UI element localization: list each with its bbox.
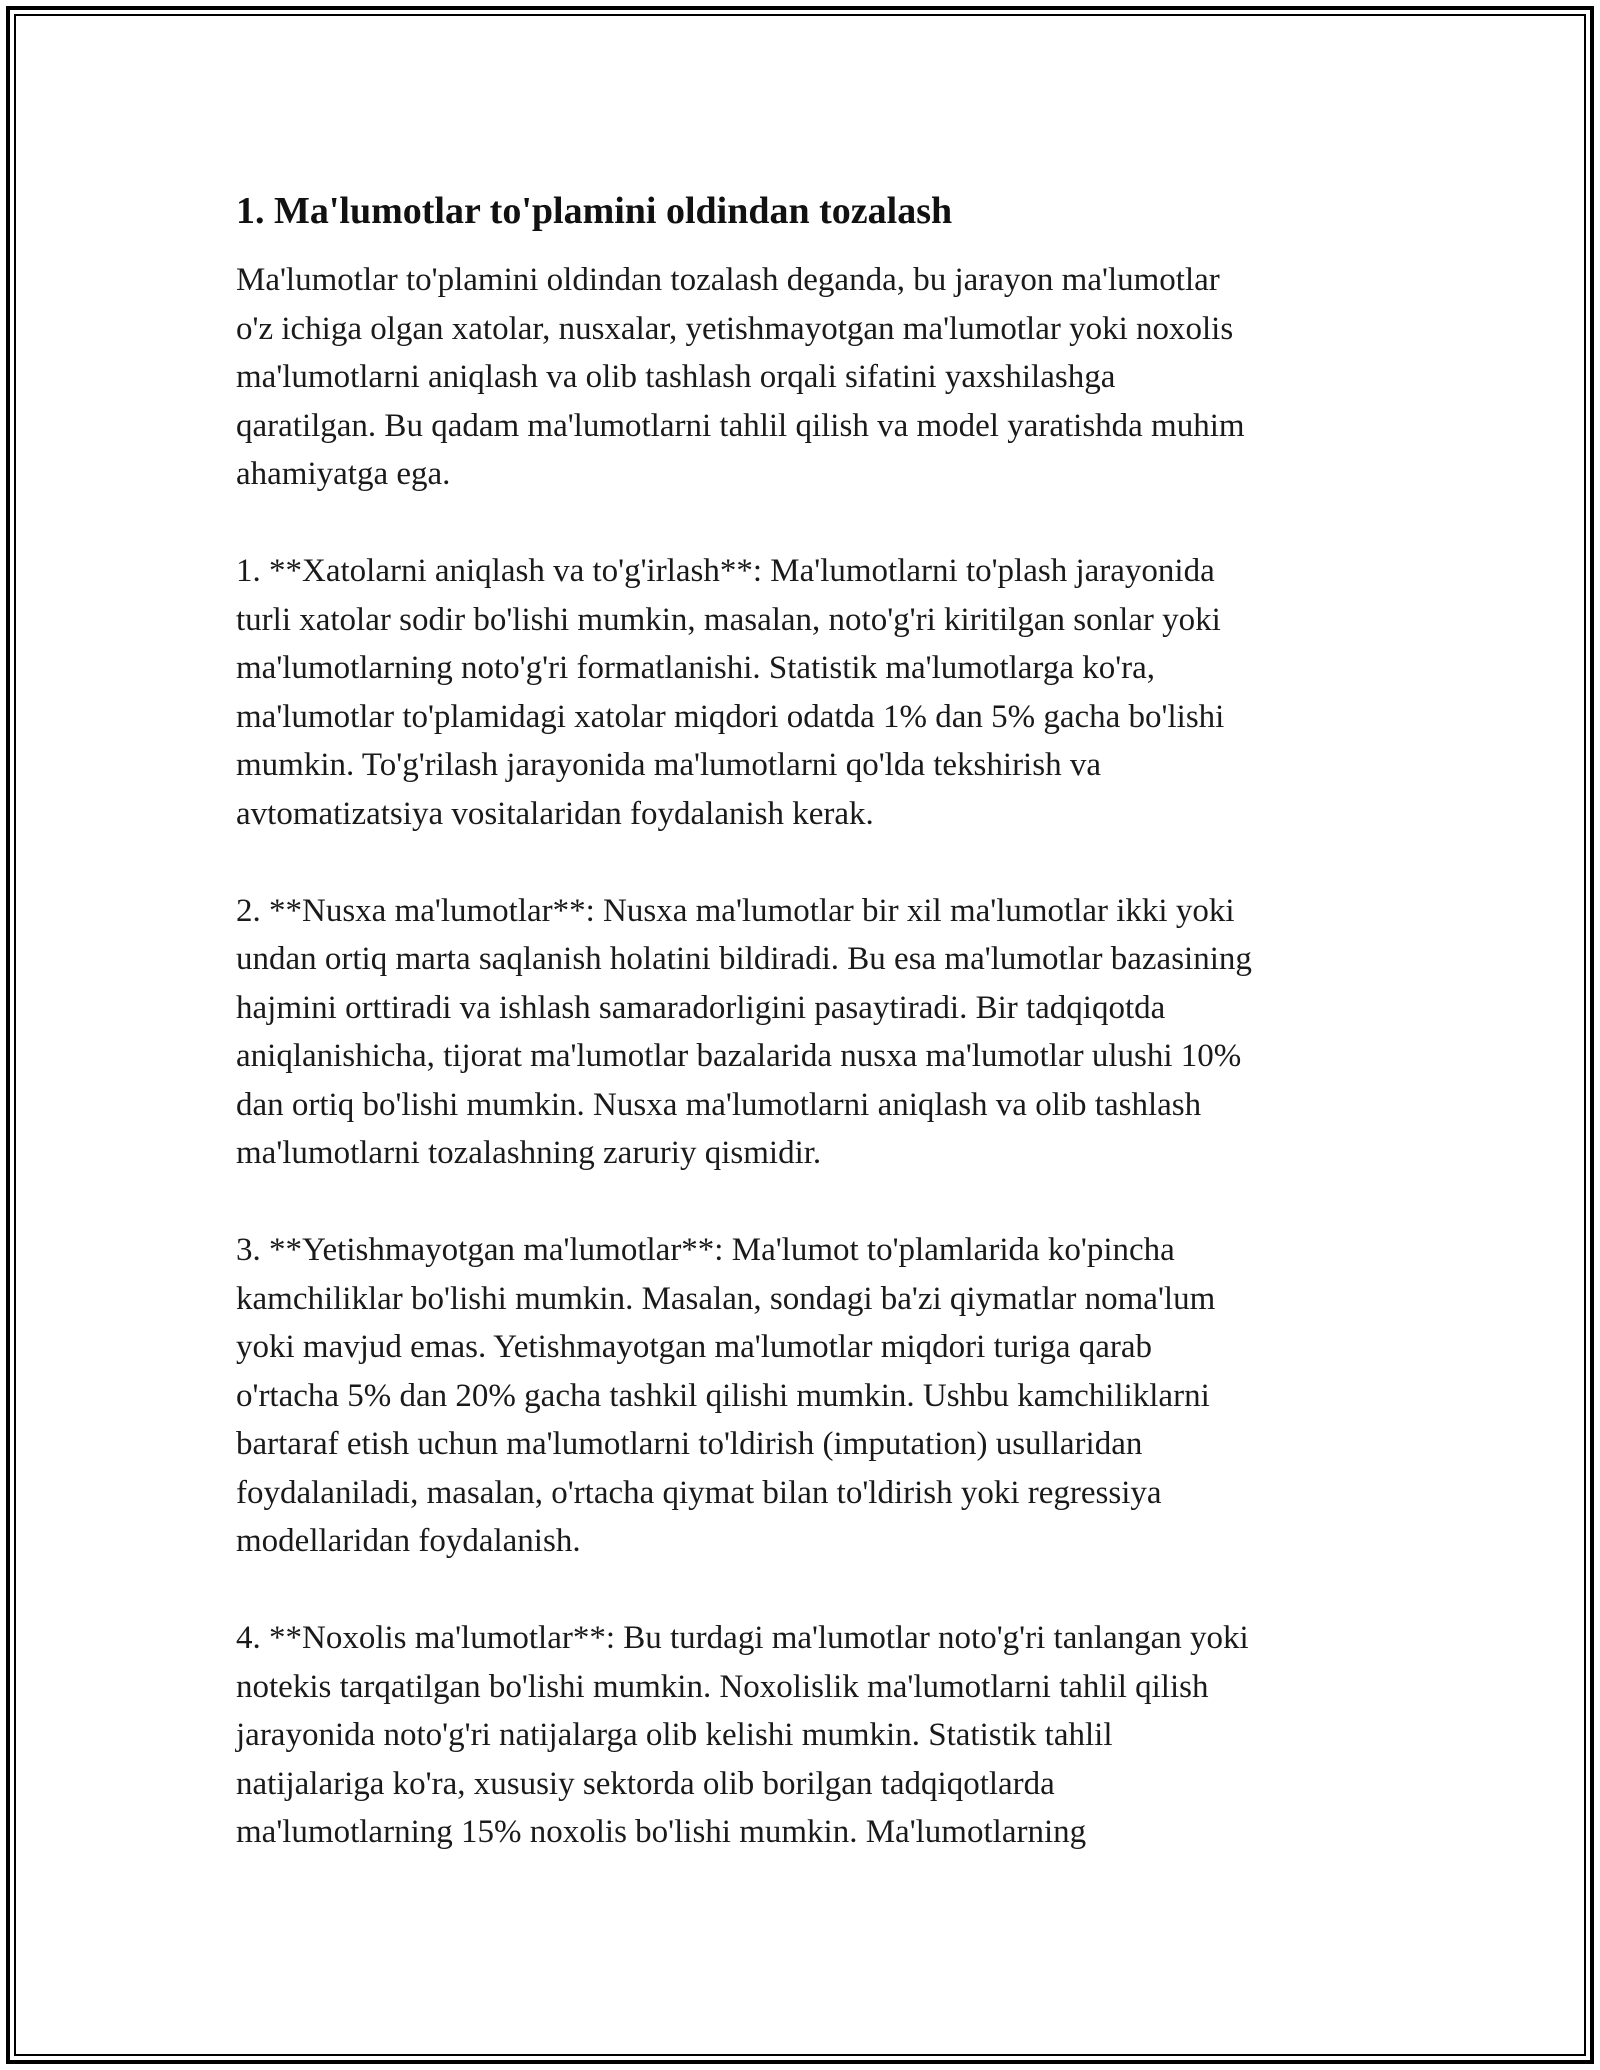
text-line: 1. **Xatolarni aniqlash va to'g'irlash**: Ma'lumotlarni to'plash jarayonida — [236, 553, 1215, 589]
text-line: turli xatolar sodir bo'lishi mumkin, masalan, noto'g'ri kiritilgan sonlar yoki — [236, 601, 1221, 638]
text-line: ma'lumotlarning noto'g'ri formatlanishi. Statistik ma'lumotlarga ko'ra, — [236, 650, 1156, 686]
text-line: ma'lumotlarni tozalashning zaruriy qismidir. — [236, 1135, 822, 1171]
text-line: 2. **Nusxa ma'lumotlar**: Nusxa ma'lumotlar bir xil ma'lumotlar ikki yoki — [236, 892, 1235, 929]
numbered-paragraph-4 — [236, 1614, 1376, 1857]
document-body — [236, 186, 1376, 1905]
text-line: o'z ichiga olgan xatolar, nusxalar, yetishmayotgan ma'lumotlar yoki noxolis — [236, 310, 1234, 347]
text-line: kamchiliklar bo'lishi mumkin. Masalan, sondagi ba'zi qiymatlar noma'lum — [236, 1280, 1216, 1317]
text-line: yoki mavjud emas. Yetishmayotgan ma'lumotlar miqdori turiga qarab — [236, 1329, 1153, 1365]
text-line: modellaridan foydalanish. — [236, 1523, 581, 1559]
text-line: o'rtacha 5% dan 20% gacha tashkil qilishi mumkin. Ushbu kamchiliklarni — [236, 1377, 1210, 1414]
text-line: notekis tarqatilgan bo'lishi mumkin. Noxolislik ma'lumotlarni tahlil qilish — [236, 1668, 1209, 1705]
numbered-paragraph-2 — [236, 887, 1376, 1178]
text-line: Ma'lumotlar to'plamini oldindan tozalash deganda, bu jarayon ma'lumotlar — [236, 262, 1220, 298]
text-line: undan ortiq marta saqlanish holatini bildiradi. Bu esa ma'lumotlar bazasining — [236, 941, 1252, 977]
text-line: mumkin. To'g'rilash jarayonida ma'lumotlarni qo'lda tekshirish va — [236, 747, 1101, 783]
text-line: ma'lumotlarning 15% noxolis bo'lishi mumkin. Ma'lumotlarning — [236, 1814, 1087, 1850]
text-line: dan ortiq bo'lishi mumkin. Nusxa ma'lumotlarni aniqlash va olib tashlash — [236, 1086, 1202, 1123]
text-line: foydalaniladi, masalan, o'rtacha qiymat bilan to'ldirish yoki regressiya — [236, 1474, 1162, 1511]
intro-paragraph — [236, 256, 1376, 499]
text-line: hajmini orttiradi va ishlash samaradorligini pasaytiradi. Bir tadqiqotda — [236, 989, 1166, 1026]
text-line: ma'lumotlarni aniqlash va olib tashlash orqali sifatini yaxshilashga — [236, 359, 1116, 395]
text-line: jarayonida noto'g'ri natijalarga olib kelishi mumkin. Statistik tahlil — [236, 1717, 1113, 1753]
section-heading: 1. Ma'lumotlar to'plamini oldindan tozalash — [236, 190, 953, 232]
numbered-paragraph-1 — [236, 547, 1376, 838]
text-line: qaratilgan. Bu qadam ma'lumotlarni tahlil qilish va model yaratishda muhim — [236, 407, 1245, 444]
text-line: 4. **Noxolis ma'lumotlar**: Bu turdagi ma'lumotlar noto'g'ri tanlangan yoki — [236, 1620, 1249, 1656]
text-line: 3. **Yetishmayotgan ma'lumotlar**: Ma'lumot to'plamlarida ko'pincha — [236, 1232, 1175, 1268]
text-line: ma'lumotlar to'plamidagi xatolar miqdori odatda 1% dan 5% gacha bo'lishi — [236, 698, 1225, 735]
text-line: bartaraf etish uchun ma'lumotlarni to'ldirish (imputation) usullaridan — [236, 1426, 1143, 1462]
text-line: natijalariga ko'ra, xususiy sektorda olib borilgan tadqiqotlarda — [236, 1765, 1055, 1802]
text-line: aniqlanishicha, tijorat ma'lumotlar bazalarida nusxa ma'lumotlar ulushi 10% — [236, 1038, 1242, 1074]
paragraph-list — [236, 256, 1376, 1857]
text-line: ahamiyatga ega. — [236, 456, 451, 492]
numbered-paragraph-3 — [236, 1226, 1376, 1566]
text-line: avtomatizatsiya vositalaridan foydalanish kerak. — [236, 795, 874, 832]
